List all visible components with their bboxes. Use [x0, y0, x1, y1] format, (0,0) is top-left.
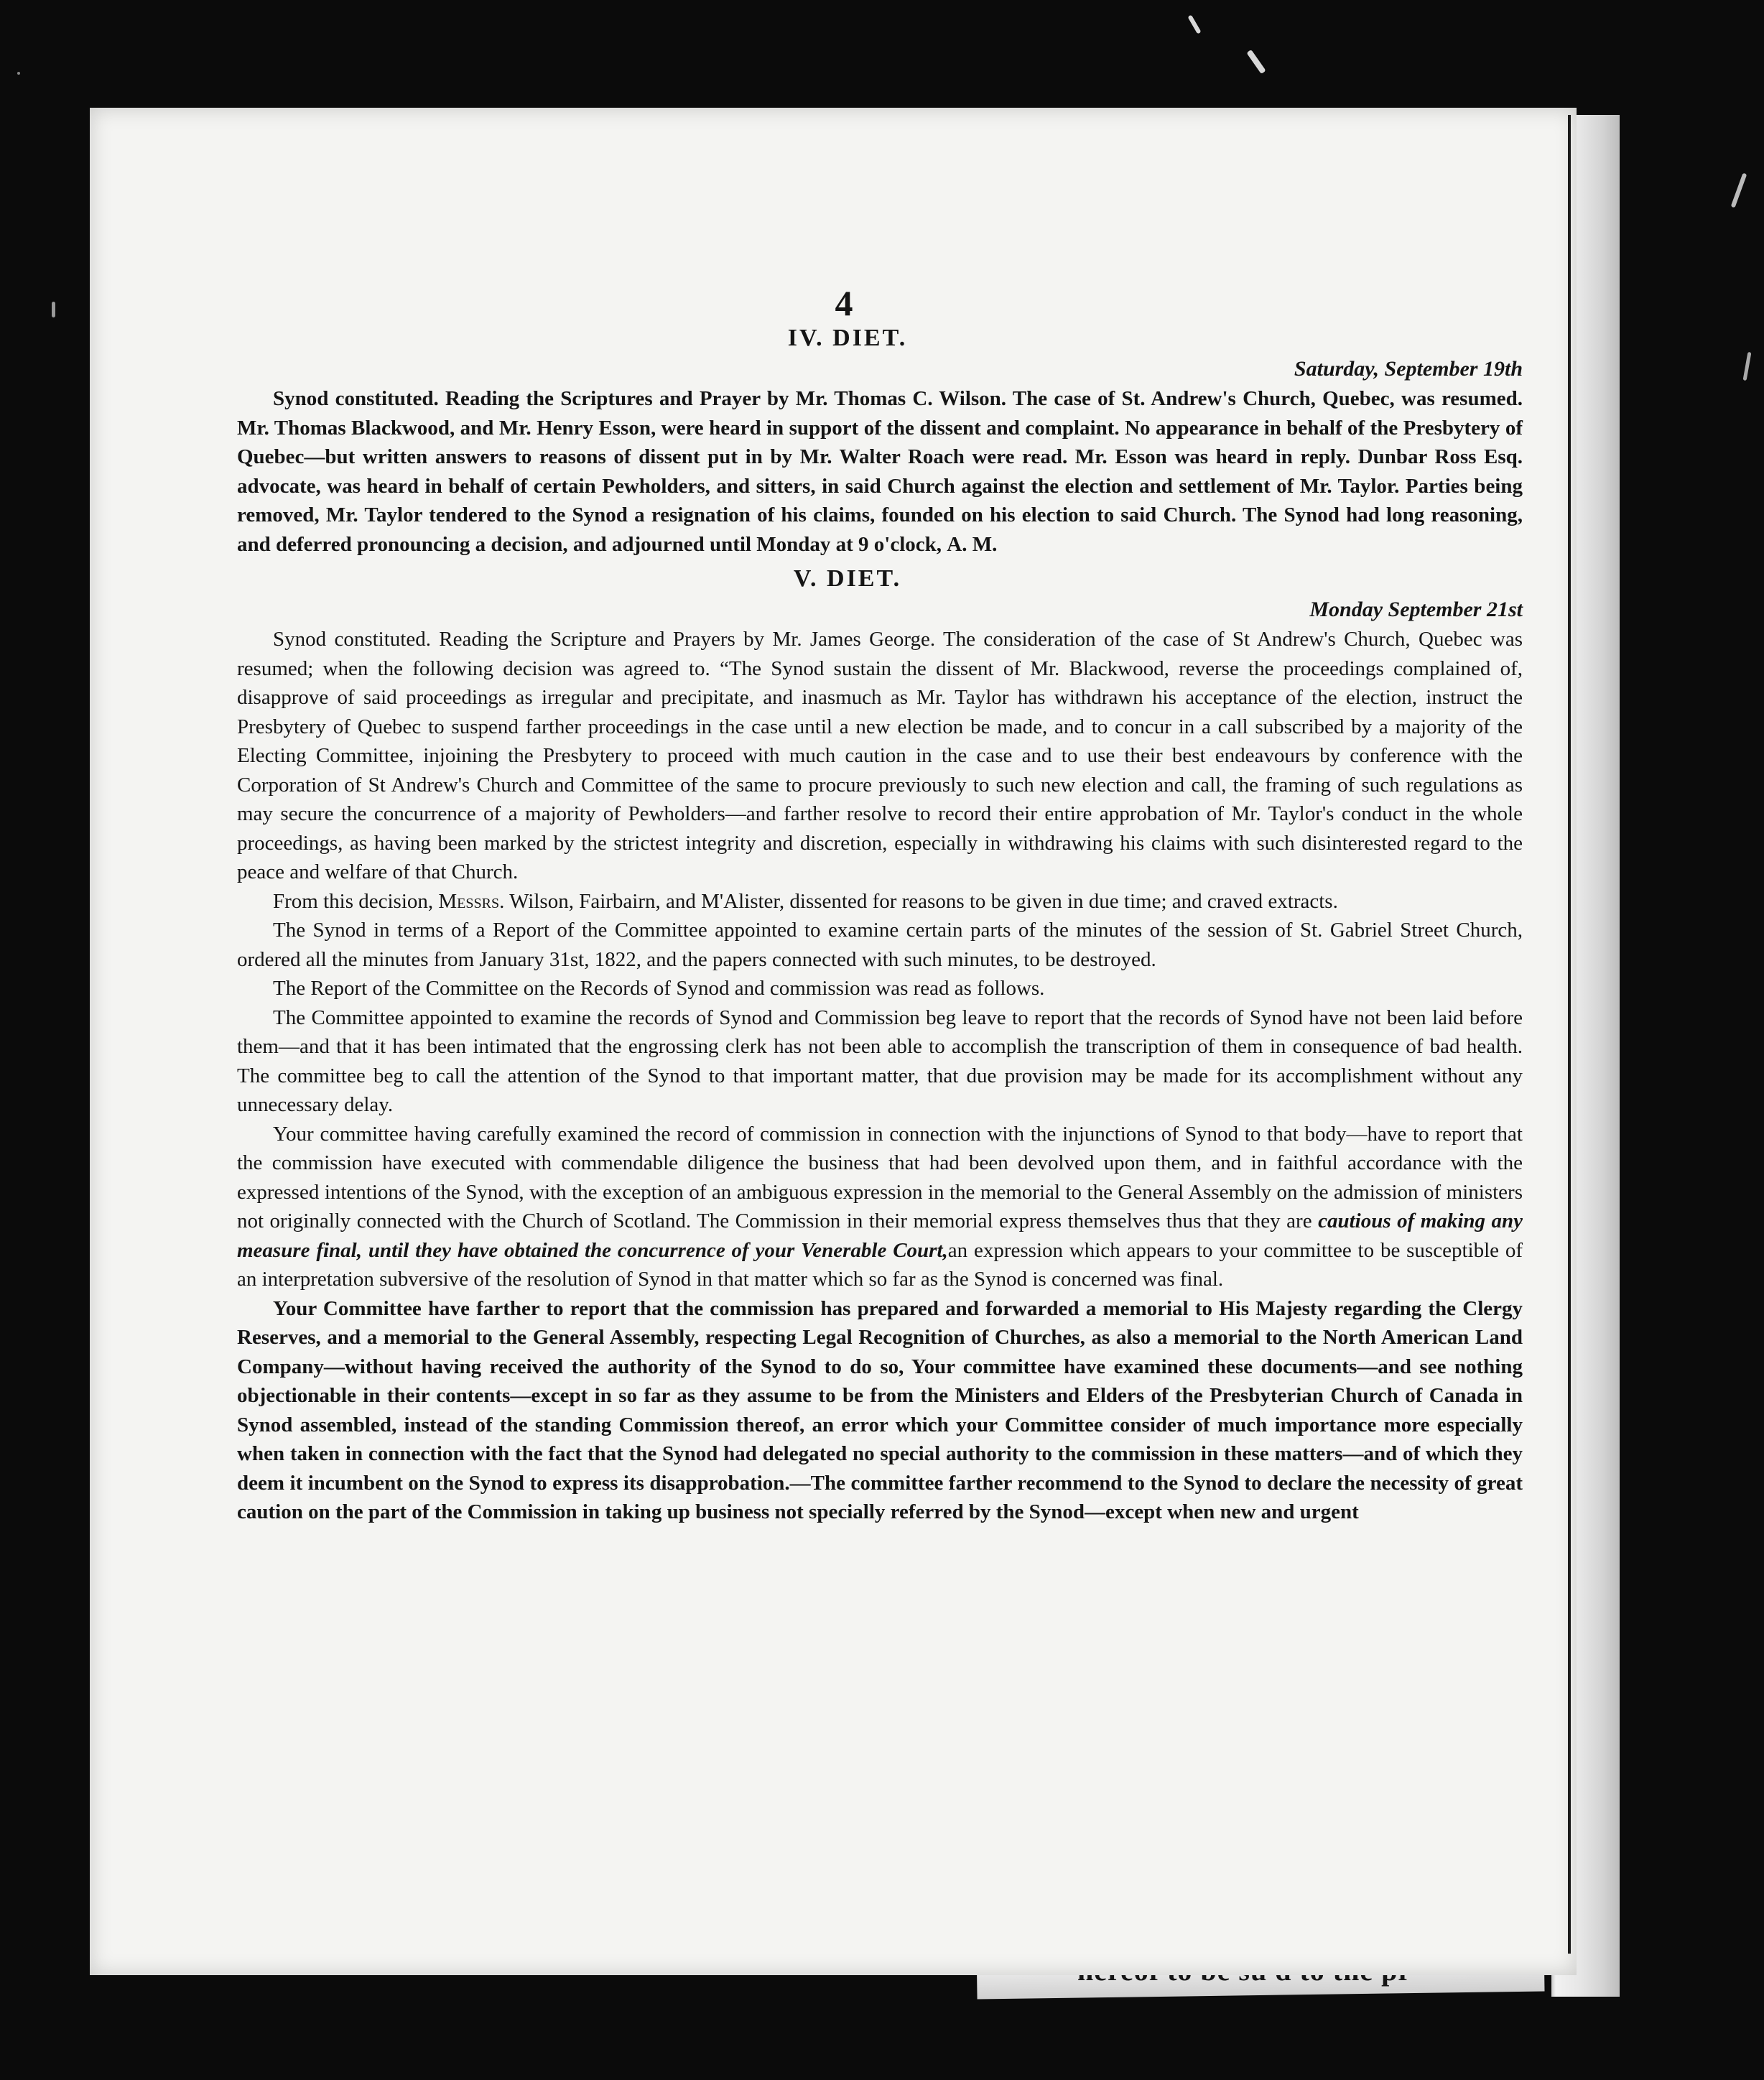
dissent-text-before: From this decision,: [273, 889, 434, 913]
diet-iv-date: Saturday, September 19th: [1294, 357, 1523, 381]
diet-iv-time-suffix: A. M.: [947, 532, 998, 556]
page-edge-shadow: [1568, 115, 1571, 1954]
commission-text-before: Your committee having carefully examined the record of commission in connection with the injunctions of Synod to that body—have to report that the commission have executed with commendable diligence the business that had been devolved upon them, and in faithful accordance with the expressed intentions of the Synod, with the exception of an ambiguous expression in the memorial to the General Assembly on the admission of ministers not originally connected with the Church of Scotland. The Commission in their memorial express themselves thus that they are: [237, 1122, 1523, 1232]
commission-paragraph: [237, 1120, 1523, 1294]
diet-iv-paragraph: [237, 384, 1523, 559]
dust-speck: [1743, 352, 1752, 381]
memorials-paragraph: Your Committee have farther to report that the commission has prepared and forwarded a memorial to His Majesty regarding the Clergy Reserves, and a memorial to the General Assembly, respecting Legal Recognition of Churches, as also a memorial to the North American Land Company—without having received the authority of the Synod to do so, Your committee have examined these documents—and see nothing objectionable in their contents—except in so far as they assume to be from the Ministers and Elders of the Presbyterian Church of Canada in Synod assembled, instead of the standing Commission thereof, an error which your Committee consider of much importance more especially when taken in connection with the fact that the Synod had delegated no special authority to the commission in these matters—and of which they deem it incumbent on the Synod to express its disapprobation.—The committee farther recommend to the Synod to declare the necessity of great caution on the part of the Commission in taking up business not specially referred by the Synod—except when new and urgent: [237, 1296, 1523, 1523]
dust-speck: [17, 72, 20, 75]
dissent-messrs: Messrs.: [438, 889, 505, 913]
dust-speck: [52, 302, 55, 317]
diet-iv-text: Synod constituted. Reading the Scriptures and Prayer by Mr. Thomas C. Wilson. The case of St. Andrew's Church, Quebec, was resumed. Mr. Thomas Blackwood, and Mr. Henry Esson, were heard in support of the dissent and complaint. No appearance in behalf of the Presbytery of Quebec—but written answers to reasons of dissent put in by Mr. Walter Roach were read. Mr. Esson was heard in reply. Dunbar Ross Esq. advocate, was heard in behalf of certain Pewholders, and sitters, in said Church against the election and settlement of Mr. Taylor. Parties being removed, Mr. Taylor tendered to the Synod a resignation of his claims, founded on his election to said Church. The Synod had long reasoning, and deferred pronouncing a decision, and adjourned until Monday at 9 o'clock,: [237, 387, 1523, 556]
dust-speck: [1731, 172, 1747, 208]
dissent-paragraph: [237, 887, 1523, 916]
diet-v-date: Monday September 21st: [1309, 598, 1523, 621]
commission-text-after: an expression which appears to your committee to be susceptible of an interpretation subversive of the resolution of Synod in that matter which so far as the Synod is concerned was final.: [237, 1238, 1523, 1291]
dust-speck: [1187, 14, 1201, 34]
diet-v-heading: V. DIET.: [793, 565, 902, 592]
dust-speck: [1246, 50, 1266, 74]
records-committee-paragraph: The Committee appointed to examine the records of Synod and Commission beg leave to report that the records of Synod have not been laid before them—and that it has been intimated that the engrossing clerk has not been able to accomplish the transcription of them in consequence of bad health. The committee beg to call the attention of the Synod to that important matter, that due provision may be made for its accomplishment without any unnecessary delay.: [237, 1006, 1523, 1116]
page-number: 4: [835, 283, 853, 323]
diet-iv-heading: IV. DIET.: [787, 325, 908, 351]
commission-quote: cautious of making any measure final, until they have obtained the concurrence of your Venerable Court,: [237, 1210, 1523, 1262]
diet-v-decision-paragraph: Synod constituted. Reading the Scripture and Prayers by Mr. James George. The consideration of the case of St Andrew's Church, Quebec was resumed; when the following decision was agreed to. “The Synod sustain the dissent of Mr. Blackwood, reverse the proceedings complained of, disapprove of said proceedings as irregular and precipitate, and inasmuch as Mr. Taylor has withdrawn his acceptance of the election, instruct the Presbytery of Quebec to suspend farther proceedings in the case until a new election be made, and to concur in a call subscribed by a majority of the Electing Committee, injoining the Presbytery to proceed with much caution in the case and to use their best endeavours by conference with the Corporation of St Andrew's Church and Committee of the same to procure previously to such new election and call, the framing of such regulations as may secure the concurrence of a majority of Pewholders—and farther resolve to record their entire approbation of Mr. Taylor's conduct in the whole proceedings, as having been marked by the strictest integrity and discretion, especially in withdrawing his claims with such disinterested regard to the peace and welfare of that Church.: [237, 628, 1523, 883]
page-content: [237, 284, 1523, 1527]
st-gabriel-paragraph: The Synod in terms of a Report of the Committee appointed to examine certain parts of the minutes of the session of St. Gabriel Street Church, ordered all the minutes from January 31st, 1822, and the papers connected with such minutes, to be destroyed.: [237, 919, 1523, 971]
records-report-intro: The Report of the Committee on the Records of Synod and commission was read as follows.: [273, 977, 1045, 1000]
dissent-text-after: Wilson, Fairbairn, and M'Alister, dissented for reasons to be given in due time; and craved extracts.: [509, 889, 1338, 913]
